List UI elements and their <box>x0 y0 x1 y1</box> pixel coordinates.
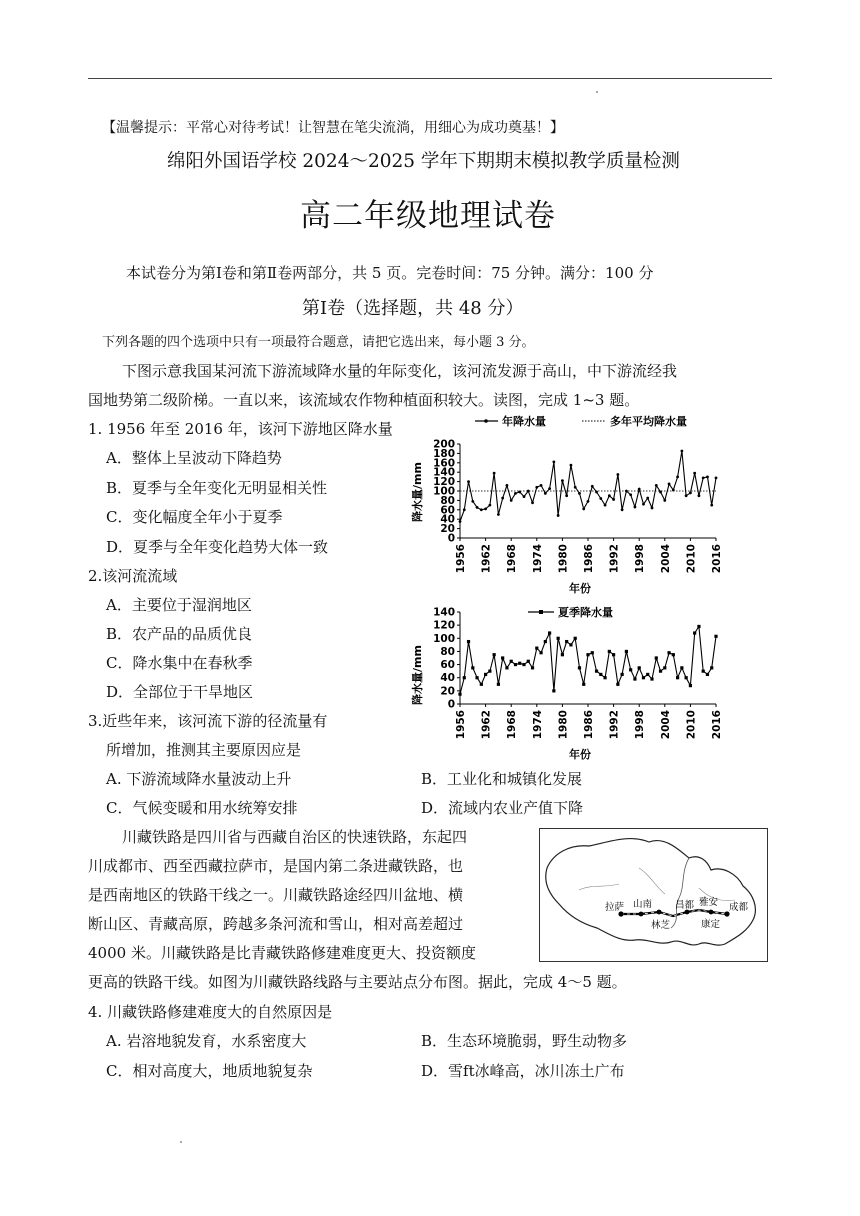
data-point <box>570 464 573 467</box>
y-tick-label: 80 <box>440 645 455 658</box>
q3-option-a: A. 下游流域降水量波动上升 <box>106 770 292 788</box>
data-point <box>650 677 653 680</box>
y-tick-label: 40 <box>440 672 455 685</box>
data-point <box>557 637 560 640</box>
data-point <box>586 653 589 656</box>
data-point <box>463 676 466 679</box>
y-tick-label: 20 <box>440 685 455 698</box>
data-point <box>561 479 564 482</box>
data-point <box>505 666 508 669</box>
data-point <box>531 501 534 504</box>
data-point <box>552 689 555 692</box>
data-point <box>599 497 602 500</box>
data-point <box>484 507 487 510</box>
data-point <box>544 492 547 495</box>
passage2-line: 4000 米。川藏铁路是比青藏铁路修建难度更大、投资额度 <box>88 944 476 962</box>
q1-option-b: B．夏季与全年变化无明显相关性 <box>106 479 328 497</box>
passage2-line: 更高的铁路干线。如图为川藏铁路线路与主要站点分布图。据此，完成 4～5 题。 <box>88 973 627 991</box>
legend-marker-annual <box>484 419 488 423</box>
data-point <box>531 666 534 669</box>
y-tick-label: 100 <box>433 485 455 498</box>
data-point <box>706 476 709 479</box>
y-tick-label: 140 <box>433 606 455 619</box>
data-point <box>569 643 572 646</box>
data-point <box>706 673 709 676</box>
data-point <box>527 660 530 663</box>
data-point <box>582 683 585 686</box>
q1-option-d: D．夏季与全年变化趋势大体一致 <box>106 538 329 556</box>
passage2-line: 川成都市、西至西藏拉萨市，是国内第二条进藏铁路，也 <box>88 857 464 875</box>
data-point <box>655 656 658 659</box>
data-point <box>659 491 662 494</box>
series-line <box>460 451 716 522</box>
q3-option-c: C．气候变暖和用水统筹安排 <box>106 799 298 817</box>
q4-option-a: A. 岩溶地貌发育，水系密度大 <box>106 1032 307 1050</box>
q2-option-a: A．主要位于湿润地区 <box>106 596 252 614</box>
x-tick-label: 2016 <box>711 710 723 740</box>
x-tick-label: 1998 <box>634 544 647 574</box>
summer-precipitation-chart <box>408 600 726 762</box>
x-tick-label: 1962 <box>480 544 493 574</box>
data-point <box>480 683 483 686</box>
data-point <box>574 637 577 640</box>
data-point <box>514 663 517 666</box>
data-point <box>638 488 641 491</box>
data-point <box>595 491 598 494</box>
legend-mean: 多年平均降水量 <box>610 415 687 428</box>
section-title: 第Ⅰ卷（选择题，共 48 分） <box>302 298 524 319</box>
data-point <box>591 485 594 488</box>
y-axis-label: 降水量/mm <box>411 462 424 522</box>
data-point <box>608 650 611 653</box>
passage2-line: 断山区、青藏高原，跨越多条河流和雪山，相对高差超过 <box>88 915 464 933</box>
data-point <box>621 673 624 676</box>
data-point <box>548 631 551 634</box>
annual-precipitation-chart <box>408 408 726 596</box>
data-point <box>518 662 521 665</box>
station-kangding <box>709 910 714 915</box>
data-point <box>667 651 670 654</box>
data-point <box>523 495 526 498</box>
q4-stem: 4. 川藏铁路修建难度大的自然原因是 <box>88 1003 333 1021</box>
data-point <box>459 520 462 523</box>
x-tick-label: 1992 <box>608 544 621 574</box>
legend-marker-summer <box>539 610 543 614</box>
data-point <box>527 490 530 493</box>
data-point <box>510 499 513 502</box>
data-point <box>535 486 538 489</box>
data-point <box>587 500 590 503</box>
x-tick-label: 2004 <box>659 544 672 574</box>
data-point <box>544 640 547 643</box>
data-point <box>467 640 470 643</box>
data-point <box>603 676 606 679</box>
exam-info: 本试卷分为第Ⅰ卷和第Ⅱ卷两部分，共 5 页。完卷时间：75 分钟。满分：100 分 <box>126 264 654 282</box>
label-shannan: 山南 <box>633 899 653 910</box>
q4-option-d: D．雪ft冰峰高，冰川冻土广布 <box>421 1062 625 1080</box>
q3-option-b: B．工业化和城镇化发展 <box>421 770 583 788</box>
x-tick-label: 1956 <box>455 710 467 740</box>
data-point <box>625 490 628 493</box>
y-tick-label: 0 <box>447 532 455 545</box>
data-point <box>540 484 543 487</box>
station-shannan <box>639 912 644 917</box>
x-axis-label: 年份 <box>569 582 591 595</box>
label-yaan: 雅安 <box>699 897 719 908</box>
data-point <box>689 491 692 494</box>
data-point <box>471 666 474 669</box>
data-point <box>655 484 658 487</box>
data-point <box>557 514 560 517</box>
data-point <box>501 656 504 659</box>
x-tick-label: 1974 <box>531 710 544 740</box>
data-point <box>518 491 521 494</box>
data-point <box>702 670 705 673</box>
data-point <box>471 500 474 503</box>
x-tick-label: 1968 <box>506 544 519 574</box>
y-tick-label: 160 <box>433 457 455 470</box>
data-point <box>714 635 717 638</box>
y-tick-label: 20 <box>440 523 455 536</box>
q1-option-c: C．变化幅度全年小于夏季 <box>106 508 283 526</box>
exam-tip: 【温馨提示：平常心对待考试！让智慧在笔尖流淌，用细心为成功奠基！】 <box>102 120 564 136</box>
x-axis-label: 年份 <box>569 748 591 761</box>
data-point <box>625 650 628 653</box>
q2-option-b: B．农产品的品质优良 <box>106 625 253 643</box>
data-point <box>488 504 491 507</box>
x-tick-label: 1986 <box>583 544 595 574</box>
data-point <box>458 693 461 696</box>
data-point <box>676 676 679 679</box>
data-point <box>659 670 662 673</box>
school-line: 绵阳外国语学校 2024～2025 学年下期期末模拟教学质量检测 <box>167 151 680 172</box>
data-point <box>685 676 688 679</box>
data-point <box>697 625 700 628</box>
y-tick-label: 200 <box>433 438 455 451</box>
data-point <box>616 473 619 476</box>
x-tick-label: 2010 <box>685 544 698 574</box>
passage1-line: 国地势第二级阶梯。一直以来，该流域农作物种植面积较大。读图，完成 1~3 题。 <box>88 391 640 409</box>
x-tick-label: 1962 <box>480 710 493 740</box>
label-changdu: 昌都 <box>675 900 695 911</box>
data-point <box>480 508 483 511</box>
x-tick-label: 1992 <box>608 710 621 740</box>
data-point <box>672 653 675 656</box>
data-point <box>693 631 696 634</box>
data-point <box>710 504 713 507</box>
data-point <box>616 683 619 686</box>
data-point <box>642 676 645 679</box>
q1-option-a: A．整体上呈波动下降趋势 <box>106 449 282 467</box>
data-point <box>475 676 478 679</box>
data-point <box>565 640 568 643</box>
data-point <box>599 673 602 676</box>
data-point <box>693 472 696 475</box>
x-tick-label: 1980 <box>557 544 570 574</box>
data-point <box>676 476 679 479</box>
x-tick-label: 1974 <box>531 544 544 574</box>
railway-map <box>539 828 768 962</box>
station-nyingchi <box>657 910 662 915</box>
y-tick-label: 140 <box>433 466 455 479</box>
q2-option-c: C．降水集中在春秋季 <box>106 654 253 672</box>
data-point <box>612 498 615 501</box>
data-point <box>522 663 525 666</box>
passage2-line: 川藏铁路是四川省与西藏自治区的快速铁路，东起四 <box>122 828 468 846</box>
data-point <box>702 476 705 479</box>
legend-summer: 夏季降水量 <box>558 606 613 619</box>
data-point <box>668 483 671 486</box>
data-point <box>497 683 500 686</box>
data-point <box>621 508 624 511</box>
y-tick-label: 180 <box>433 447 455 460</box>
passage2-line: 是西南地区的铁路干线之一。川藏铁路途经四川盆地、横 <box>88 886 464 904</box>
x-tick-label: 2016 <box>711 544 723 574</box>
data-point <box>488 670 491 673</box>
data-point <box>548 487 551 490</box>
data-point <box>510 660 513 663</box>
data-point <box>651 507 654 510</box>
y-tick-label: 120 <box>433 619 455 632</box>
data-point <box>634 506 637 509</box>
x-tick-label: 1956 <box>455 544 467 574</box>
data-point <box>629 668 632 671</box>
x-tick-label: 1986 <box>583 710 595 740</box>
data-point <box>514 492 517 495</box>
data-point <box>629 493 632 496</box>
data-point <box>582 507 585 510</box>
data-point <box>710 666 713 669</box>
data-point <box>715 476 718 479</box>
q4-option-b: B．生态环境脆弱，野生动物多 <box>421 1032 628 1050</box>
data-point <box>680 450 683 453</box>
data-point <box>484 673 487 676</box>
q3-option-d: D．流域内农业产值下降 <box>421 799 584 817</box>
data-point <box>646 673 649 676</box>
data-point <box>535 647 538 650</box>
x-tick-label: 2004 <box>659 710 672 740</box>
data-point <box>506 484 509 487</box>
y-tick-label: 60 <box>440 504 455 517</box>
y-tick-label: 80 <box>440 494 455 507</box>
y-axis-label: 降水量/mm <box>411 645 424 705</box>
page-title: 高二年级地理试卷 <box>300 198 556 234</box>
q2-option-d: D．全部位于干旱地区 <box>106 683 254 701</box>
x-tick-label: 1968 <box>506 710 519 740</box>
instruction: 下列各题的四个选项中只有一项最符合题意，请把它选出来，每小题 3 分。 <box>102 335 535 350</box>
y-tick-label: 40 <box>440 513 455 526</box>
y-tick-label: 100 <box>433 632 455 645</box>
scan-dot <box>180 1141 182 1143</box>
q3-stem: 所增加，推测其主要原因应是 <box>106 741 302 759</box>
top-rule <box>88 78 772 79</box>
data-point <box>689 684 692 687</box>
q2-stem: 2.该河流流域 <box>88 567 178 585</box>
data-point <box>467 480 470 483</box>
data-point <box>672 489 675 492</box>
data-point <box>642 503 645 506</box>
x-tick-label: 1998 <box>634 710 647 740</box>
data-point <box>539 651 542 654</box>
data-point <box>595 670 598 673</box>
x-tick-label: 1980 <box>557 710 570 740</box>
data-point <box>646 497 649 500</box>
q3-stem: 3.近些年来，该河流下游的径流量有 <box>88 712 328 730</box>
data-point <box>680 666 683 669</box>
data-point <box>608 494 611 497</box>
data-point <box>565 494 568 497</box>
data-point <box>578 492 581 495</box>
data-point <box>633 677 636 680</box>
data-point <box>493 653 496 656</box>
label-lhasa: 拉萨 <box>605 902 625 913</box>
data-point <box>698 494 701 497</box>
y-tick-label: 60 <box>440 659 455 672</box>
y-tick-label: 0 <box>447 698 455 711</box>
q4-option-c: C．相对高度大，地质地貌复杂 <box>106 1062 313 1080</box>
data-point <box>638 666 641 669</box>
data-point <box>493 472 496 475</box>
legend-annual: 年降水量 <box>502 415 546 428</box>
data-point <box>552 460 555 463</box>
data-point <box>604 504 607 507</box>
data-point <box>591 651 594 654</box>
scan-dot <box>596 91 598 93</box>
x-tick-label: 2010 <box>685 710 698 740</box>
data-point <box>497 513 500 516</box>
y-tick-label: 120 <box>433 476 455 489</box>
label-kangding: 康定 <box>701 919 721 930</box>
data-point <box>578 666 581 669</box>
data-point <box>663 666 666 669</box>
data-point <box>501 497 504 500</box>
q1-stem: 1. 1956 年至 2016 年，该河下游地区降水量 <box>88 420 393 438</box>
data-point <box>663 499 666 502</box>
data-point <box>561 653 564 656</box>
data-point <box>574 486 577 489</box>
label-nyingchi: 林芝 <box>651 920 671 931</box>
data-point <box>612 653 615 656</box>
label-chengdu: 成都 <box>729 902 749 913</box>
data-point <box>685 494 688 497</box>
data-point <box>476 506 479 509</box>
passage1-line: 下图示意我国某河流下游流域降水量的年际变化，该河流发源于高山，中下游流经我 <box>122 362 678 380</box>
data-point <box>463 508 466 511</box>
